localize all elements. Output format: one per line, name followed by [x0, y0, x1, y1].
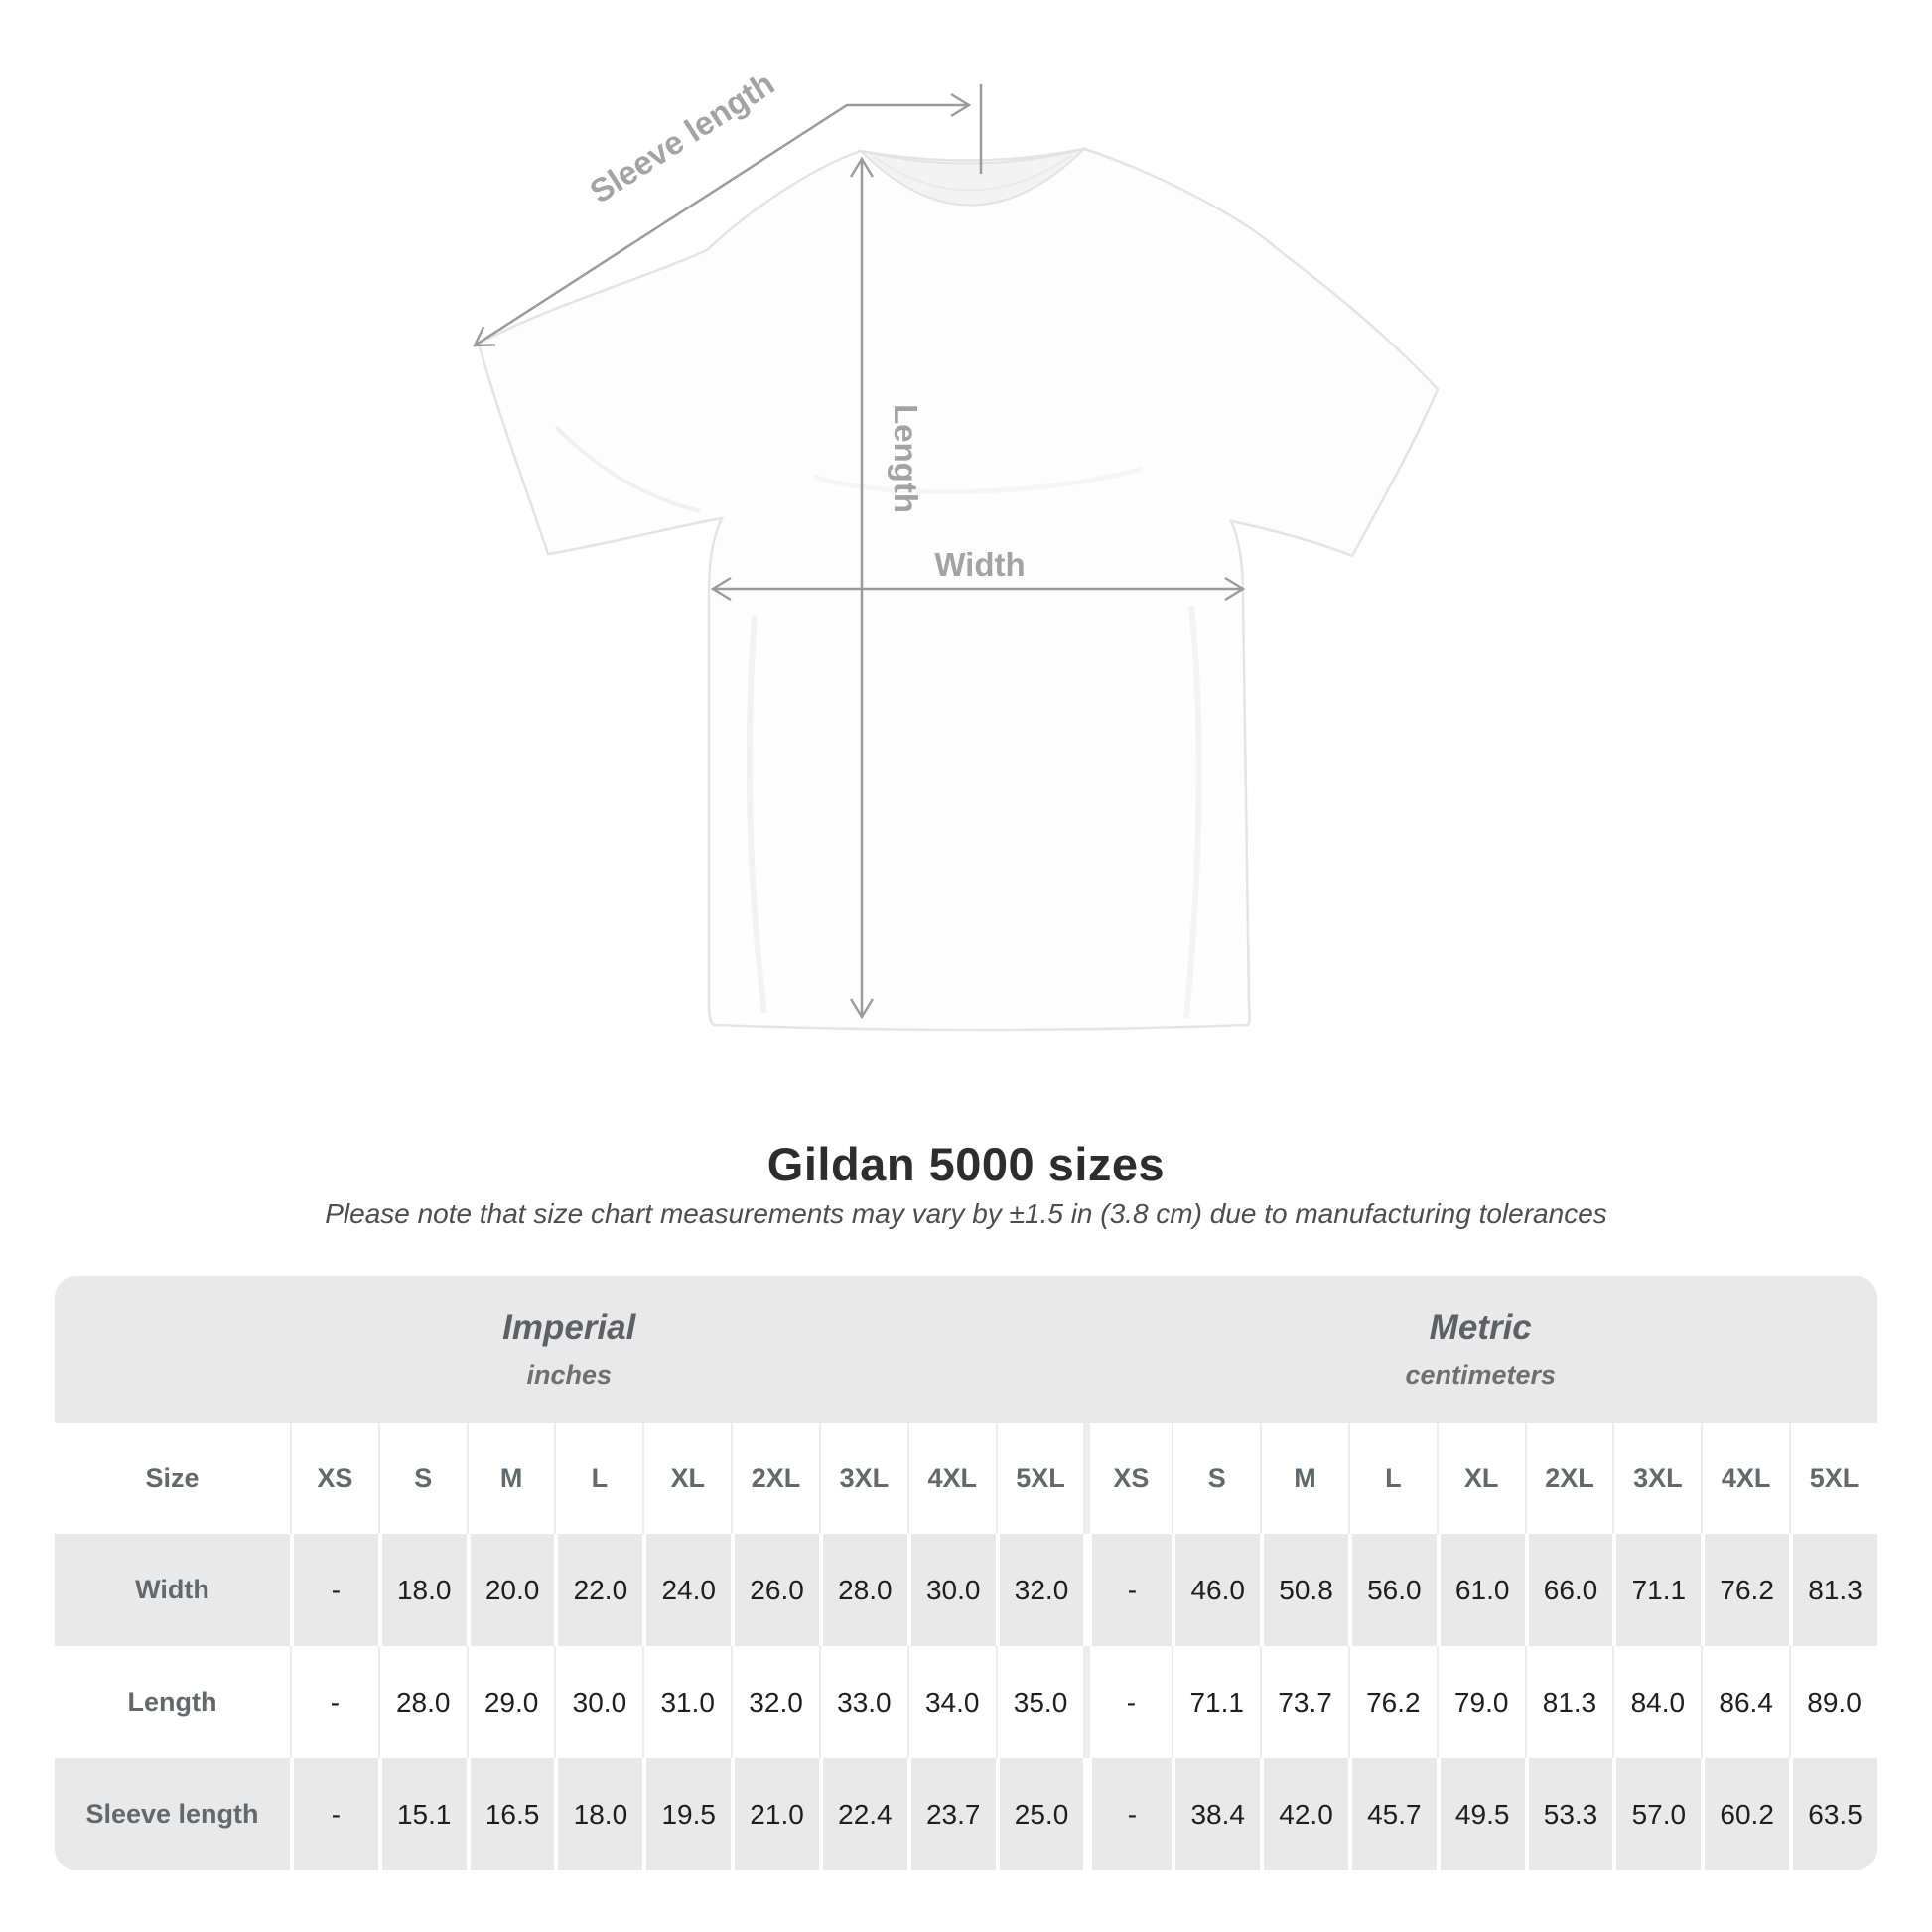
cell-length-metric-l: 76.2	[1348, 1646, 1437, 1758]
size-col-header-metric-l: L	[1348, 1423, 1437, 1534]
cell-width-imperial-l: 22.0	[554, 1534, 642, 1646]
table-row-length	[55, 1646, 1877, 1758]
cell-sleeve-length-metric-5xl: 63.5	[1789, 1758, 1877, 1870]
cell-length-metric-5xl: 89.0	[1789, 1646, 1877, 1758]
cell-sleeve-length-imperial-3xl: 22.4	[819, 1758, 907, 1870]
units-band-row	[55, 1276, 1877, 1423]
tolerance-note: Please note that size chart measurements may vary by ±1.5 in (3.8 cm) due to manufacturing tolerances	[325, 1198, 1607, 1229]
cell-width-metric-5xl: 81.3	[1789, 1534, 1877, 1646]
cell-width-imperial-xs: -	[290, 1534, 378, 1646]
cell-width-metric-s: 46.0	[1172, 1534, 1260, 1646]
cell-length-imperial-4xl: 34.0	[907, 1646, 996, 1758]
cell-width-metric-3xl: 71.1	[1612, 1534, 1701, 1646]
size-col-header-imperial-4xl: 4XL	[907, 1423, 996, 1534]
size-header-row	[55, 1423, 1877, 1534]
cell-width-imperial-s: 18.0	[378, 1534, 467, 1646]
size-col-header-metric-4xl: 4XL	[1701, 1423, 1789, 1534]
imperial-section-header	[55, 1276, 1083, 1423]
row-label-width: Width	[55, 1534, 290, 1646]
cell-width-imperial-5xl: 32.0	[996, 1534, 1084, 1646]
cell-length-metric-xs: -	[1083, 1646, 1172, 1758]
cell-length-metric-s: 71.1	[1172, 1646, 1260, 1758]
imperial-section-label: Imperial	[502, 1308, 636, 1347]
cell-sleeve-length-imperial-4xl: 23.7	[907, 1758, 996, 1870]
cell-width-imperial-4xl: 30.0	[907, 1534, 996, 1646]
table-row-width	[55, 1534, 1877, 1646]
size-col-header-imperial-3xl: 3XL	[819, 1423, 907, 1534]
cell-sleeve-length-metric-2xl: 53.3	[1525, 1758, 1613, 1870]
metric-section-header	[1083, 1276, 1877, 1423]
cell-sleeve-length-metric-xs: -	[1083, 1758, 1172, 1870]
cell-length-metric-2xl: 81.3	[1525, 1646, 1613, 1758]
size-col-header-metric-3xl: 3XL	[1612, 1423, 1701, 1534]
metric-units-label: centimeters	[1405, 1359, 1557, 1390]
cell-width-imperial-3xl: 28.0	[819, 1534, 907, 1646]
cell-width-metric-2xl: 66.0	[1525, 1534, 1613, 1646]
cell-sleeve-length-metric-l: 45.7	[1348, 1758, 1437, 1870]
size-chart-rows	[55, 1534, 1877, 1870]
cell-sleeve-length-metric-4xl: 60.2	[1701, 1758, 1789, 1870]
cell-width-metric-m: 50.8	[1260, 1534, 1348, 1646]
cell-sleeve-length-metric-xl: 49.5	[1437, 1758, 1525, 1870]
cell-length-metric-xl: 79.0	[1437, 1646, 1525, 1758]
size-column-header: Size	[55, 1423, 290, 1534]
cell-length-metric-m: 73.7	[1260, 1646, 1348, 1758]
cell-length-metric-3xl: 84.0	[1612, 1646, 1701, 1758]
cell-length-imperial-2xl: 32.0	[731, 1646, 819, 1758]
cell-sleeve-length-imperial-m: 16.5	[467, 1758, 555, 1870]
cell-sleeve-length-metric-s: 38.4	[1172, 1758, 1260, 1870]
cell-width-metric-xl: 61.0	[1437, 1534, 1525, 1646]
cell-length-imperial-l: 30.0	[554, 1646, 642, 1758]
cell-width-metric-xs: -	[1083, 1534, 1172, 1646]
cell-sleeve-length-imperial-xl: 19.5	[642, 1758, 731, 1870]
size-col-header-imperial-5xl: 5XL	[996, 1423, 1084, 1534]
size-col-header-metric-5xl: 5XL	[1789, 1423, 1877, 1534]
cell-sleeve-length-imperial-2xl: 21.0	[731, 1758, 819, 1870]
width-label: Width	[934, 546, 1026, 583]
size-chart-table	[55, 1276, 1877, 1870]
cell-width-metric-l: 56.0	[1348, 1534, 1437, 1646]
size-col-header-metric-s: S	[1172, 1423, 1260, 1534]
size-col-header-imperial-xl: XL	[642, 1423, 731, 1534]
cell-width-metric-4xl: 76.2	[1701, 1534, 1789, 1646]
cell-width-imperial-xl: 24.0	[642, 1534, 731, 1646]
cell-length-imperial-m: 29.0	[467, 1646, 555, 1758]
cell-width-imperial-m: 20.0	[467, 1534, 555, 1646]
table-row-sleeve-length	[55, 1758, 1877, 1870]
cell-length-imperial-s: 28.0	[378, 1646, 467, 1758]
size-col-header-imperial-xs: XS	[290, 1423, 378, 1534]
sleeve-length-label: Sleeve length	[583, 65, 781, 210]
row-label-sleeve-length: Sleeve length	[55, 1758, 290, 1870]
cell-sleeve-length-imperial-l: 18.0	[554, 1758, 642, 1870]
cell-sleeve-length-metric-3xl: 57.0	[1612, 1758, 1701, 1870]
cell-length-imperial-xl: 31.0	[642, 1646, 731, 1758]
size-col-header-imperial-2xl: 2XL	[731, 1423, 819, 1534]
cell-sleeve-length-imperial-xs: -	[290, 1758, 378, 1870]
cell-length-imperial-xs: -	[290, 1646, 378, 1758]
length-label: Length	[888, 404, 924, 513]
cell-length-metric-4xl: 86.4	[1701, 1646, 1789, 1758]
size-col-header-metric-xs: XS	[1083, 1423, 1172, 1534]
size-col-header-imperial-m: M	[467, 1423, 555, 1534]
size-col-header-imperial-s: S	[378, 1423, 467, 1534]
row-label-length: Length	[55, 1646, 290, 1758]
cell-sleeve-length-imperial-s: 15.1	[378, 1758, 467, 1870]
cell-length-imperial-5xl: 35.0	[996, 1646, 1084, 1758]
size-col-header-metric-2xl: 2XL	[1525, 1423, 1613, 1534]
size-col-header-metric-xl: XL	[1437, 1423, 1525, 1534]
cell-sleeve-length-metric-m: 42.0	[1260, 1758, 1348, 1870]
size-col-header-imperial-l: L	[554, 1423, 642, 1534]
metric-section-label: Metric	[1429, 1308, 1532, 1347]
cell-length-imperial-3xl: 33.0	[819, 1646, 907, 1758]
imperial-units-label: inches	[526, 1359, 612, 1390]
cell-width-imperial-2xl: 26.0	[731, 1534, 819, 1646]
cell-sleeve-length-imperial-5xl: 25.0	[996, 1758, 1084, 1870]
page-title: Gildan 5000 sizes	[766, 1138, 1166, 1190]
size-col-header-metric-m: M	[1260, 1423, 1348, 1534]
